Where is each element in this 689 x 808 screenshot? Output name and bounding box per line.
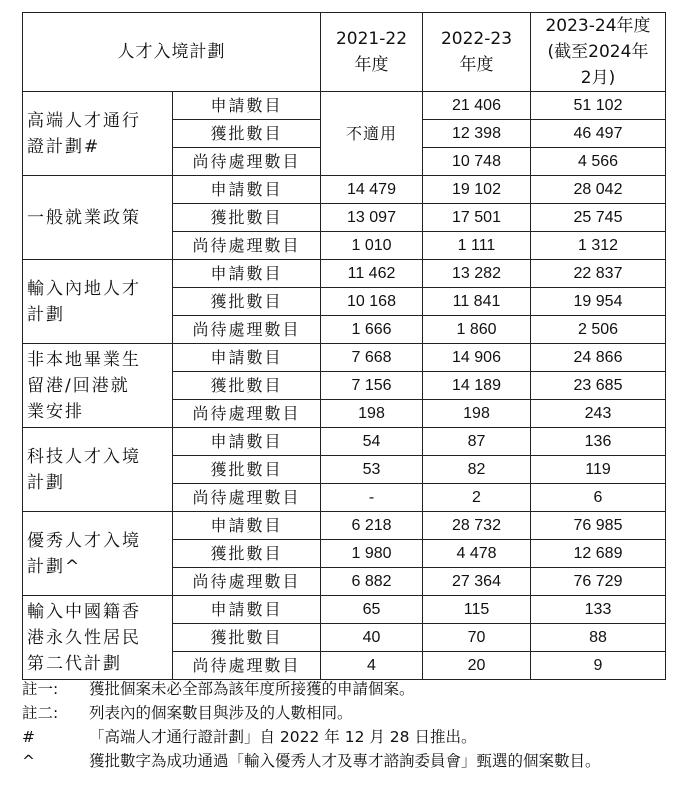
metric-label: 獲批數目 [173,204,321,232]
table-cell: 10 168 [321,288,423,316]
table-cell: 1 860 [423,316,531,344]
metric-label: 獲批數目 [173,540,321,568]
table-cell: 243 [531,400,666,428]
scheme-name: 高端人才通行 證計劃# [23,92,173,176]
table-cell: 119 [531,456,666,484]
footnote [22,751,672,771]
footnote-text: 列表內的個案數目與涉及的人數相同。 [89,704,353,722]
table-row [23,596,666,624]
table-cell: 13 097 [321,204,423,232]
footnote-mark: ^ [22,752,35,770]
metric-label: 尚待處理數目 [173,484,321,512]
metric-label: 尚待處理數目 [173,316,321,344]
table-cell: 14 189 [423,372,531,400]
table-cell: 11 841 [423,288,531,316]
table-cell: 13 282 [423,260,531,288]
scheme-name: 科技人才入境 計劃 [23,428,173,512]
header-scheme: 人才入境計劃 [23,13,321,92]
table-cell: 28 732 [423,512,531,540]
table-cell: 1 312 [531,232,666,260]
header-year-2021-22: 2021-22 年度 [321,13,423,92]
table-cell: 24 866 [531,344,666,372]
footnote-mark: # [22,728,35,746]
scheme-name: 非本地畢業生 留港/回港就 業安排 [23,344,173,428]
metric-label: 尚待處理數目 [173,400,321,428]
table-row [23,512,666,540]
table-header-row [23,13,666,92]
table-cell: 46 497 [531,120,666,148]
metric-label: 尚待處理數目 [173,232,321,260]
table-body [23,92,666,680]
table-cell: 54 [321,428,423,456]
metric-label: 申請數目 [173,260,321,288]
footnote-mark: 註一: [22,680,59,698]
metric-label: 申請數目 [173,92,321,120]
table-cell: 25 745 [531,204,666,232]
table-cell: 51 102 [531,92,666,120]
table-cell: 21 406 [423,92,531,120]
metric-label: 獲批數目 [173,372,321,400]
metric-label: 申請數目 [173,596,321,624]
footnote [22,727,672,747]
footnote-text: 獲批數字為成功通過「輸入優秀人才及專才諮詢委員會」甄選的個案數目。 [89,752,601,770]
not-applicable-cell: 不適用 [321,92,423,176]
table-cell: 82 [423,456,531,484]
header-year-2022-23: 2022-23 年度 [423,13,531,92]
table-cell: 65 [321,596,423,624]
table-cell: 2 506 [531,316,666,344]
metric-label: 申請數目 [173,176,321,204]
table-cell: 7 156 [321,372,423,400]
footnote-text: 獲批個案未必全部為該年度所接獲的申請個案。 [89,680,415,698]
metric-label: 申請數目 [173,428,321,456]
scheme-name: 優秀人才入境 計劃^ [23,512,173,596]
footnote-text: 「高端人才通行證計劃」自 2022 年 12 月 28 日推出。 [89,728,477,746]
scheme-name: 輸入中國籍香 港永久性居民 第二代計劃 [23,596,173,680]
metric-label: 尚待處理數目 [173,652,321,680]
table-cell: 136 [531,428,666,456]
metric-label: 獲批數目 [173,288,321,316]
table-cell: 2 [423,484,531,512]
table-cell: 198 [423,400,531,428]
table-cell: 1 010 [321,232,423,260]
table-cell: 20 [423,652,531,680]
table-cell: 4 566 [531,148,666,176]
table-row [23,260,666,288]
table-cell: 19 102 [423,176,531,204]
metric-label: 尚待處理數目 [173,148,321,176]
table-cell: 14 479 [321,176,423,204]
talent-admission-table [22,12,666,680]
table-cell: 9 [531,652,666,680]
table-cell: 198 [321,400,423,428]
table-cell: 76 985 [531,512,666,540]
table-cell: 11 462 [321,260,423,288]
table-cell: 88 [531,624,666,652]
metric-label: 獲批數目 [173,624,321,652]
table-cell: 27 364 [423,568,531,596]
table-cell: 6 [531,484,666,512]
table-cell: 115 [423,596,531,624]
table-cell: 14 906 [423,344,531,372]
table-cell: 70 [423,624,531,652]
table-cell: 23 685 [531,372,666,400]
table-cell: 22 837 [531,260,666,288]
table-cell: 87 [423,428,531,456]
table-cell: 7 668 [321,344,423,372]
footnotes [22,679,672,775]
table-cell: 133 [531,596,666,624]
table-row [23,428,666,456]
table-cell: 28 042 [531,176,666,204]
table-cell: 6 218 [321,512,423,540]
table-row [23,344,666,372]
table-cell: 12 398 [423,120,531,148]
footnote-mark: 註二: [22,704,59,722]
table-cell: 53 [321,456,423,484]
table-cell: 40 [321,624,423,652]
scheme-name: 一般就業政策 [23,176,173,260]
metric-label: 獲批數目 [173,120,321,148]
table-cell: - [321,484,423,512]
table-cell: 76 729 [531,568,666,596]
table-cell: 12 689 [531,540,666,568]
metric-label: 獲批數目 [173,456,321,484]
table-cell: 6 882 [321,568,423,596]
table-row [23,176,666,204]
header-year-2023-24: 2023-24年度 (截至2024年 2月) [531,13,666,92]
metric-label: 申請數目 [173,512,321,540]
table-cell: 10 748 [423,148,531,176]
table-cell: 1 666 [321,316,423,344]
table-cell: 1 980 [321,540,423,568]
footnote [22,703,672,723]
table-cell: 1 111 [423,232,531,260]
scheme-name: 輸入內地人才 計劃 [23,260,173,344]
footnote [22,679,672,699]
table-row [23,92,666,120]
table-cell: 19 954 [531,288,666,316]
table-cell: 4 478 [423,540,531,568]
metric-label: 申請數目 [173,344,321,372]
metric-label: 尚待處理數目 [173,568,321,596]
table-cell: 4 [321,652,423,680]
table-cell: 17 501 [423,204,531,232]
